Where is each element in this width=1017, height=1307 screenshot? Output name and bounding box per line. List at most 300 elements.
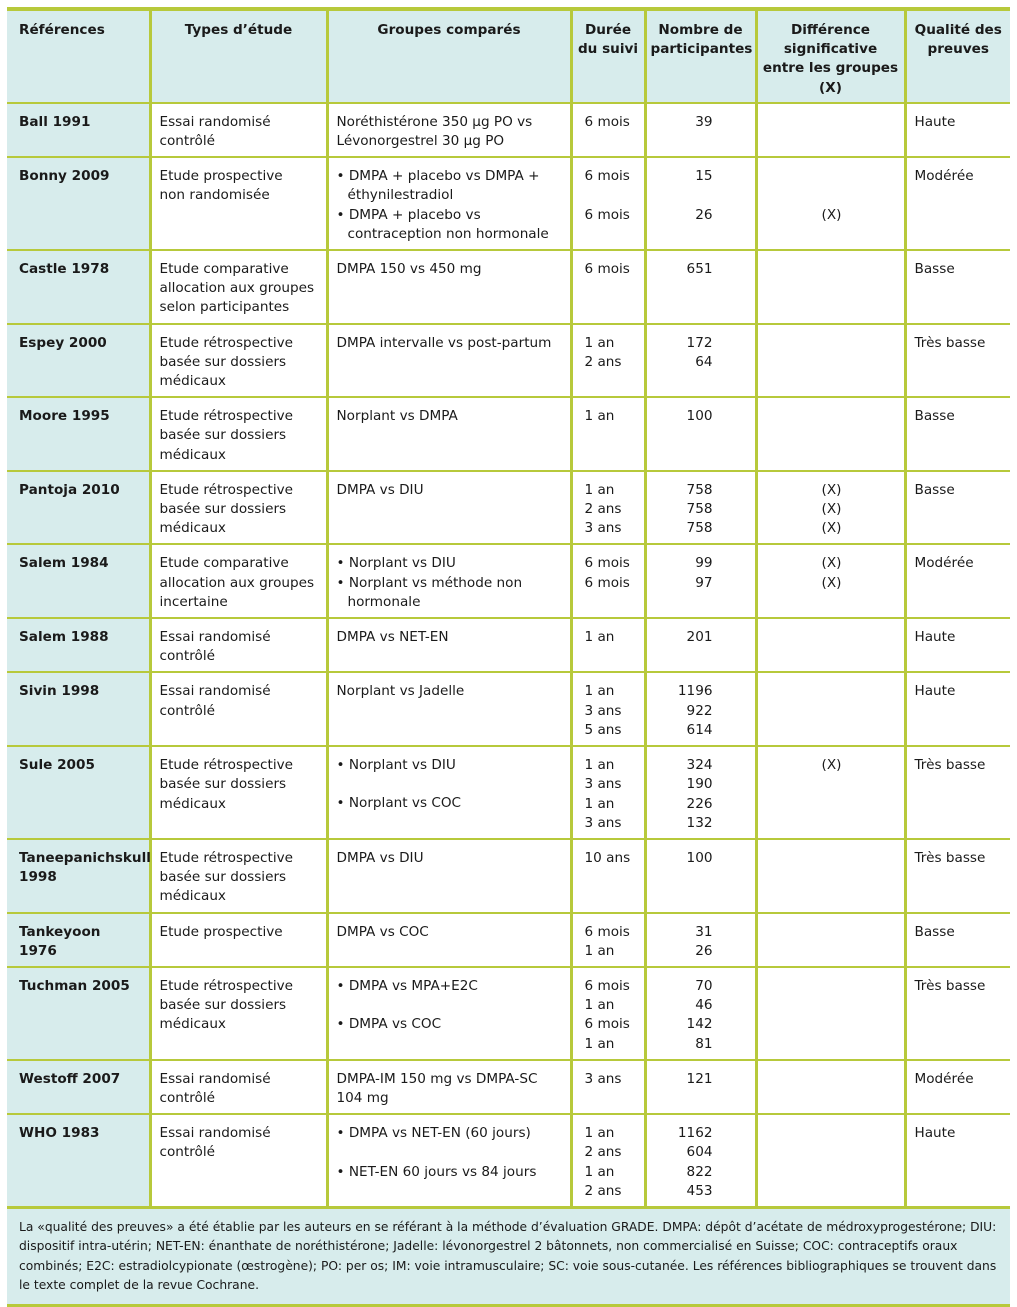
duration-line: 3 ans xyxy=(584,1070,622,1087)
reference-text: Sivin 1998 xyxy=(19,683,100,700)
difference-mark: (X) xyxy=(821,555,842,572)
reference-text: Salem 1988 xyxy=(19,629,109,646)
participants-line: 81 xyxy=(695,1035,713,1052)
difference-cell xyxy=(756,1114,905,1206)
table-row xyxy=(7,324,1010,398)
compared-groups-cell xyxy=(327,1114,571,1206)
study-type-cell xyxy=(150,471,327,545)
participants-line: 172 xyxy=(686,334,713,351)
study-type-cell xyxy=(150,157,327,250)
duration-cell xyxy=(571,324,645,398)
table-header-row xyxy=(7,11,1010,103)
difference-mark: (X) xyxy=(821,757,842,774)
table-row xyxy=(7,544,1010,618)
participants-line: 651 xyxy=(686,261,713,278)
quality-cell xyxy=(905,1114,1010,1206)
duration-cell xyxy=(571,1114,645,1206)
header-participants: Nombre de participantes xyxy=(645,11,756,103)
participants-line: 132 xyxy=(686,814,713,831)
study-type-line: médicaux xyxy=(159,888,226,905)
study-type-cell xyxy=(150,544,327,618)
group-bullet-item: • Norplant vs méthode non hormonale xyxy=(337,574,564,612)
spacer xyxy=(766,1124,898,1143)
study-table-panel xyxy=(7,7,1010,1307)
participants-cell xyxy=(645,913,756,967)
table-row xyxy=(7,672,1010,746)
participants-line: 121 xyxy=(686,1070,713,1087)
study-type-line: Essai randomisé contrôlé xyxy=(159,629,271,665)
duration-cell xyxy=(571,746,645,839)
difference-cell xyxy=(756,913,905,967)
duration-cell xyxy=(571,157,645,250)
difference-cell xyxy=(756,103,905,157)
header-compared-groups: Groupes comparés xyxy=(327,11,571,103)
study-type-line: basée sur dossiers xyxy=(159,427,287,444)
quality-cell xyxy=(905,967,1010,1060)
duration-cell xyxy=(571,103,645,157)
study-type-line: Etude rétrospective xyxy=(159,408,294,425)
participants-line: 39 xyxy=(695,113,713,130)
quality-text: Haute xyxy=(914,683,956,700)
participants-line: 1196 xyxy=(677,683,713,700)
duration-cell xyxy=(571,471,645,545)
difference-mark: (X) xyxy=(821,206,842,223)
table-body xyxy=(7,103,1010,1206)
study-type-line: allocation aux groupes xyxy=(159,574,315,591)
participants-cell xyxy=(645,103,756,157)
study-type-line: incertaine xyxy=(159,593,228,610)
reference-cell xyxy=(7,1060,150,1114)
reference-text: Taneepanichskull 1998 xyxy=(19,849,151,886)
duration-line: 1 an xyxy=(584,1125,615,1142)
quality-text: Haute xyxy=(914,629,956,646)
group-line: Norplant vs Jadelle xyxy=(336,683,465,700)
group-line: 104 mg xyxy=(336,1089,389,1106)
compared-groups-cell xyxy=(327,1060,571,1114)
table-row xyxy=(7,1114,1010,1206)
study-type-line: Etude comparative xyxy=(159,261,289,278)
participants-cell xyxy=(645,672,756,746)
spacer xyxy=(766,849,898,868)
spacer xyxy=(337,775,564,794)
difference-mark: (X) xyxy=(821,574,842,591)
study-type-cell xyxy=(150,103,327,157)
reference-text: Bonny 2009 xyxy=(19,168,110,185)
duration-line: 1 an xyxy=(584,629,615,646)
quality-text: Basse xyxy=(914,481,955,498)
study-type-cell xyxy=(150,324,327,398)
duration-cell xyxy=(571,672,645,746)
quality-text: Très basse xyxy=(914,849,986,866)
group-bullet-item: • DMPA vs MPA+E2C xyxy=(337,977,564,996)
group-line: DMPA vs NET-EN xyxy=(336,629,449,646)
duration-line: 6 mois xyxy=(584,1016,630,1033)
participants-line: 97 xyxy=(695,574,713,591)
reference-text: Moore 1995 xyxy=(19,408,110,425)
duration-line: 1 an xyxy=(584,1035,615,1052)
compared-groups-cell xyxy=(327,157,571,250)
quality-cell xyxy=(905,913,1010,967)
study-type-line: Etude rétrospective xyxy=(159,481,294,498)
group-bullet-item: • Norplant vs DIU xyxy=(337,554,564,573)
difference-cell xyxy=(756,967,905,1060)
reference-text: Salem 1984 xyxy=(19,555,109,572)
duration-cell xyxy=(571,397,645,471)
table-row xyxy=(7,746,1010,839)
group-line: Noréthistérone 350 µg PO vs xyxy=(336,113,533,130)
participants-line: 324 xyxy=(686,757,713,774)
study-type-cell xyxy=(150,839,327,913)
quality-text: Très basse xyxy=(914,757,986,774)
quality-text: Basse xyxy=(914,261,955,278)
duration-line: 6 mois xyxy=(584,923,630,940)
participants-line: 190 xyxy=(686,776,713,793)
difference-cell xyxy=(756,672,905,746)
study-type-line: médicaux xyxy=(159,446,226,463)
participants-line: 201 xyxy=(686,629,713,646)
duration-cell xyxy=(571,913,645,967)
spacer xyxy=(766,113,898,132)
table-row xyxy=(7,250,1010,324)
difference-cell xyxy=(756,157,905,250)
reference-cell xyxy=(7,839,150,913)
group-line: DMPA vs COC xyxy=(336,923,429,940)
spacer xyxy=(766,334,898,353)
participants-line: 758 xyxy=(686,481,713,498)
table-footnote: La «qualité des preuves» a été établie par les auteurs en se référant à la méthode d’évaluation GRADE. DMPA: dépôt d’acétate de médroxyprogestérone; DIU: dispositif intra-utérin; NET-EN: énanthate de noréthistérone; Jadelle: lévonorgestrel 2 bâtonnets, non commercialisé en Suisse; COC: contraceptifs oraux combinés; E2C: estradiolcypionate (œstrogène); PO: per os; IM: voie intramusculaire; SC: voie sous-cutanée. Les références bibliographiques se trouvent dans le texte complet de la revue Cochrane. xyxy=(7,1206,1010,1307)
participants-line: 31 xyxy=(695,923,713,940)
compared-groups-cell xyxy=(327,397,571,471)
participants-line: 142 xyxy=(686,1016,713,1033)
duration-cell xyxy=(571,250,645,324)
quality-cell xyxy=(905,250,1010,324)
participants-cell xyxy=(645,544,756,618)
quality-cell xyxy=(905,839,1010,913)
reference-cell xyxy=(7,157,150,250)
compared-groups-cell xyxy=(327,103,571,157)
duration-line: 2 ans xyxy=(584,353,622,370)
study-type-line: selon participantes xyxy=(159,299,290,316)
duration-line: 1 an xyxy=(584,942,615,959)
study-type-line: Etude comparative xyxy=(159,555,289,572)
studies-table xyxy=(7,11,1010,1206)
study-type-line: contrôlé xyxy=(159,1089,215,1106)
duration-line: 6 mois xyxy=(584,555,630,572)
header-significant-difference: Différence significative entre les groupes (X) xyxy=(756,11,905,103)
quality-cell xyxy=(905,397,1010,471)
reference-text: Tankeyoon 1976 xyxy=(19,923,101,959)
duration-line: 6 mois xyxy=(584,977,630,994)
participants-cell xyxy=(645,471,756,545)
group-bullet-item: • DMPA + placebo vs DMPA + éthynilestradiol xyxy=(337,167,564,205)
duration-line: 1 an xyxy=(584,997,615,1014)
table-row xyxy=(7,103,1010,157)
quality-cell xyxy=(905,157,1010,250)
quality-text: Modérée xyxy=(914,555,974,572)
table-row xyxy=(7,397,1010,471)
participants-line: 46 xyxy=(695,997,713,1014)
quality-text: Très basse xyxy=(914,334,986,351)
reference-cell xyxy=(7,397,150,471)
duration-line: 6 mois xyxy=(584,206,630,223)
study-type-line: Essai randomisé contrôlé xyxy=(159,1125,271,1161)
spacer xyxy=(585,186,638,205)
difference-cell xyxy=(756,544,905,618)
group-bullet-item: • DMPA + placebo vs contraception non hormonale xyxy=(337,206,564,244)
participants-cell xyxy=(645,1060,756,1114)
spacer xyxy=(766,977,898,996)
group-line: DMPA-IM 150 mg vs DMPA-SC xyxy=(336,1070,538,1087)
table-row xyxy=(7,967,1010,1060)
study-type-line: contrôlé xyxy=(159,133,215,150)
participants-line: 15 xyxy=(695,168,713,185)
participants-line: 604 xyxy=(686,1144,713,1161)
study-type-line: allocation aux groupes xyxy=(159,280,315,297)
compared-groups-cell xyxy=(327,618,571,672)
duration-line: 6 mois xyxy=(584,261,630,278)
duration-cell xyxy=(571,618,645,672)
duration-line: 6 mois xyxy=(584,168,630,185)
difference-cell xyxy=(756,839,905,913)
duration-cell xyxy=(571,544,645,618)
reference-text: Westoff 2007 xyxy=(19,1070,121,1087)
quality-text: Basse xyxy=(914,923,955,940)
table-row xyxy=(7,618,1010,672)
duration-cell xyxy=(571,1060,645,1114)
difference-mark: (X) xyxy=(821,481,842,498)
duration-line: 1 an xyxy=(584,408,615,425)
study-type-line: Etude rétrospective xyxy=(159,757,294,774)
reference-text: Ball 1991 xyxy=(19,113,91,130)
spacer xyxy=(337,1143,564,1162)
reference-cell xyxy=(7,1114,150,1206)
duration-line: 3 ans xyxy=(584,814,622,831)
study-type-line: Etude rétrospective xyxy=(159,849,294,866)
group-line: DMPA vs DIU xyxy=(336,849,424,866)
participants-line: 822 xyxy=(686,1163,713,1180)
study-type-cell xyxy=(150,618,327,672)
group-bullet-item: • DMPA vs NET-EN (60 jours) xyxy=(337,1124,564,1143)
study-type-cell xyxy=(150,913,327,967)
spacer xyxy=(766,628,898,647)
compared-groups-cell xyxy=(327,839,571,913)
duration-line: 5 ans xyxy=(584,721,622,738)
spacer xyxy=(766,923,898,942)
spacer xyxy=(655,186,713,205)
participants-cell xyxy=(645,397,756,471)
reference-text: Tuchman 2005 xyxy=(19,977,130,994)
table-row xyxy=(7,157,1010,250)
study-type-line: basée sur dossiers xyxy=(159,501,287,518)
spacer xyxy=(766,167,898,186)
duration-line: 1 an xyxy=(584,481,615,498)
reference-text: Pantoja 2010 xyxy=(19,481,120,498)
quality-cell xyxy=(905,672,1010,746)
quality-cell xyxy=(905,746,1010,839)
header-evidence-quality: Qualité des preuves xyxy=(905,11,1010,103)
participants-cell xyxy=(645,250,756,324)
duration-line: 3 ans xyxy=(584,520,622,537)
participants-line: 922 xyxy=(686,702,713,719)
participants-cell xyxy=(645,618,756,672)
reference-cell xyxy=(7,618,150,672)
study-type-line: Essai randomisé xyxy=(159,113,271,130)
spacer xyxy=(766,186,898,205)
reference-cell xyxy=(7,913,150,967)
reference-text: WHO 1983 xyxy=(19,1125,100,1142)
quality-text: Haute xyxy=(914,1125,956,1142)
difference-cell xyxy=(756,397,905,471)
quality-cell xyxy=(905,1060,1010,1114)
reference-cell xyxy=(7,471,150,545)
reference-cell xyxy=(7,544,150,618)
study-type-line: médicaux xyxy=(159,520,226,537)
duration-line: 6 mois xyxy=(584,113,630,130)
participants-line: 453 xyxy=(686,1182,713,1199)
duration-line: 6 mois xyxy=(584,574,630,591)
participants-line: 26 xyxy=(695,942,713,959)
participants-line: 100 xyxy=(686,408,713,425)
study-type-line: Etude rétrospective xyxy=(159,977,294,994)
study-type-cell xyxy=(150,1114,327,1206)
group-line: DMPA intervalle vs post-partum xyxy=(336,334,552,351)
duration-line: 10 ans xyxy=(584,849,631,866)
compared-groups-cell xyxy=(327,544,571,618)
quality-text: Modérée xyxy=(914,1070,974,1087)
reference-text: Castle 1978 xyxy=(19,261,110,278)
reference-cell xyxy=(7,746,150,839)
participants-line: 100 xyxy=(686,849,713,866)
spacer xyxy=(766,682,898,701)
difference-cell xyxy=(756,1060,905,1114)
header-references: Références xyxy=(7,11,150,103)
quality-cell xyxy=(905,618,1010,672)
header-study-type: Types d’étude xyxy=(150,11,327,103)
spacer xyxy=(766,407,898,426)
group-line: DMPA vs DIU xyxy=(336,481,424,498)
study-type-line: Essai randomisé xyxy=(159,1070,271,1087)
study-type-line: basée sur dossiers xyxy=(159,353,287,370)
compared-groups-cell xyxy=(327,913,571,967)
spacer xyxy=(337,996,564,1015)
difference-cell xyxy=(756,250,905,324)
study-type-line: basée sur dossiers xyxy=(159,869,287,886)
difference-mark: (X) xyxy=(821,501,842,518)
study-type-cell xyxy=(150,746,327,839)
participants-line: 99 xyxy=(695,555,713,572)
difference-cell xyxy=(756,618,905,672)
participants-line: 26 xyxy=(695,206,713,223)
participants-cell xyxy=(645,746,756,839)
group-line: Norplant vs DMPA xyxy=(336,408,458,425)
header-follow-up-duration: Durée du suivi xyxy=(571,11,645,103)
duration-line: 1 an xyxy=(584,1163,615,1180)
difference-mark: (X) xyxy=(821,520,842,537)
duration-line: 2 ans xyxy=(584,1144,622,1161)
quality-cell xyxy=(905,324,1010,398)
study-type-line: basée sur dossiers xyxy=(159,776,287,793)
study-type-cell xyxy=(150,397,327,471)
compared-groups-cell xyxy=(327,672,571,746)
quality-cell xyxy=(905,544,1010,618)
group-line: Lévonorgestrel 30 µg PO xyxy=(336,133,505,150)
study-type-line: Etude rétrospective xyxy=(159,334,294,351)
compared-groups-cell xyxy=(327,250,571,324)
duration-line: 1 an xyxy=(584,757,615,774)
quality-text: Basse xyxy=(914,408,955,425)
reference-text: Sule 2005 xyxy=(19,757,95,774)
group-bullet-item: • DMPA vs COC xyxy=(337,1015,564,1034)
participants-line: 758 xyxy=(686,501,713,518)
compared-groups-cell xyxy=(327,324,571,398)
participants-cell xyxy=(645,1114,756,1206)
table-row xyxy=(7,839,1010,913)
reference-text: Espey 2000 xyxy=(19,334,107,351)
duration-line: 3 ans xyxy=(584,776,622,793)
study-type-line: médicaux xyxy=(159,1016,226,1033)
reference-cell xyxy=(7,672,150,746)
spacer xyxy=(766,260,898,279)
duration-line: 2 ans xyxy=(584,501,622,518)
quality-text: Très basse xyxy=(914,977,986,994)
duration-cell xyxy=(571,839,645,913)
participants-line: 758 xyxy=(686,520,713,537)
compared-groups-cell xyxy=(327,746,571,839)
table-row xyxy=(7,1060,1010,1114)
participants-cell xyxy=(645,324,756,398)
reference-cell xyxy=(7,103,150,157)
quality-text: Haute xyxy=(914,113,956,130)
difference-cell xyxy=(756,746,905,839)
duration-line: 1 an xyxy=(584,683,615,700)
study-type-cell xyxy=(150,250,327,324)
study-type-line: médicaux xyxy=(159,373,226,390)
study-type-cell xyxy=(150,967,327,1060)
duration-line: 1 an xyxy=(584,795,615,812)
quality-text: Modérée xyxy=(914,168,974,185)
group-bullet-item: • NET-EN 60 jours vs 84 jours xyxy=(337,1163,564,1182)
study-type-cell xyxy=(150,1060,327,1114)
study-type-line: non randomisée xyxy=(159,187,270,204)
participants-line: 70 xyxy=(695,977,713,994)
reference-cell xyxy=(7,250,150,324)
group-line: DMPA 150 vs 450 mg xyxy=(336,261,482,278)
quality-cell xyxy=(905,471,1010,545)
reference-cell xyxy=(7,324,150,398)
participants-cell xyxy=(645,839,756,913)
participants-line: 226 xyxy=(686,795,713,812)
study-type-line: Etude prospective xyxy=(159,168,283,185)
difference-cell xyxy=(756,324,905,398)
group-bullet-item: • Norplant vs DIU xyxy=(337,756,564,775)
participants-cell xyxy=(645,157,756,250)
table-row xyxy=(7,913,1010,967)
participants-cell xyxy=(645,967,756,1060)
study-type-line: basée sur dossiers xyxy=(159,997,287,1014)
compared-groups-cell xyxy=(327,967,571,1060)
quality-cell xyxy=(905,103,1010,157)
participants-line: 64 xyxy=(695,353,713,370)
duration-line: 3 ans xyxy=(584,702,622,719)
duration-cell xyxy=(571,967,645,1060)
study-type-cell xyxy=(150,672,327,746)
duration-line: 1 an xyxy=(584,334,615,351)
difference-cell xyxy=(756,471,905,545)
study-type-line: médicaux xyxy=(159,795,226,812)
duration-line: 2 ans xyxy=(584,1182,622,1199)
compared-groups-cell xyxy=(327,471,571,545)
study-type-line: Essai randomisé contrôlé xyxy=(159,683,271,719)
